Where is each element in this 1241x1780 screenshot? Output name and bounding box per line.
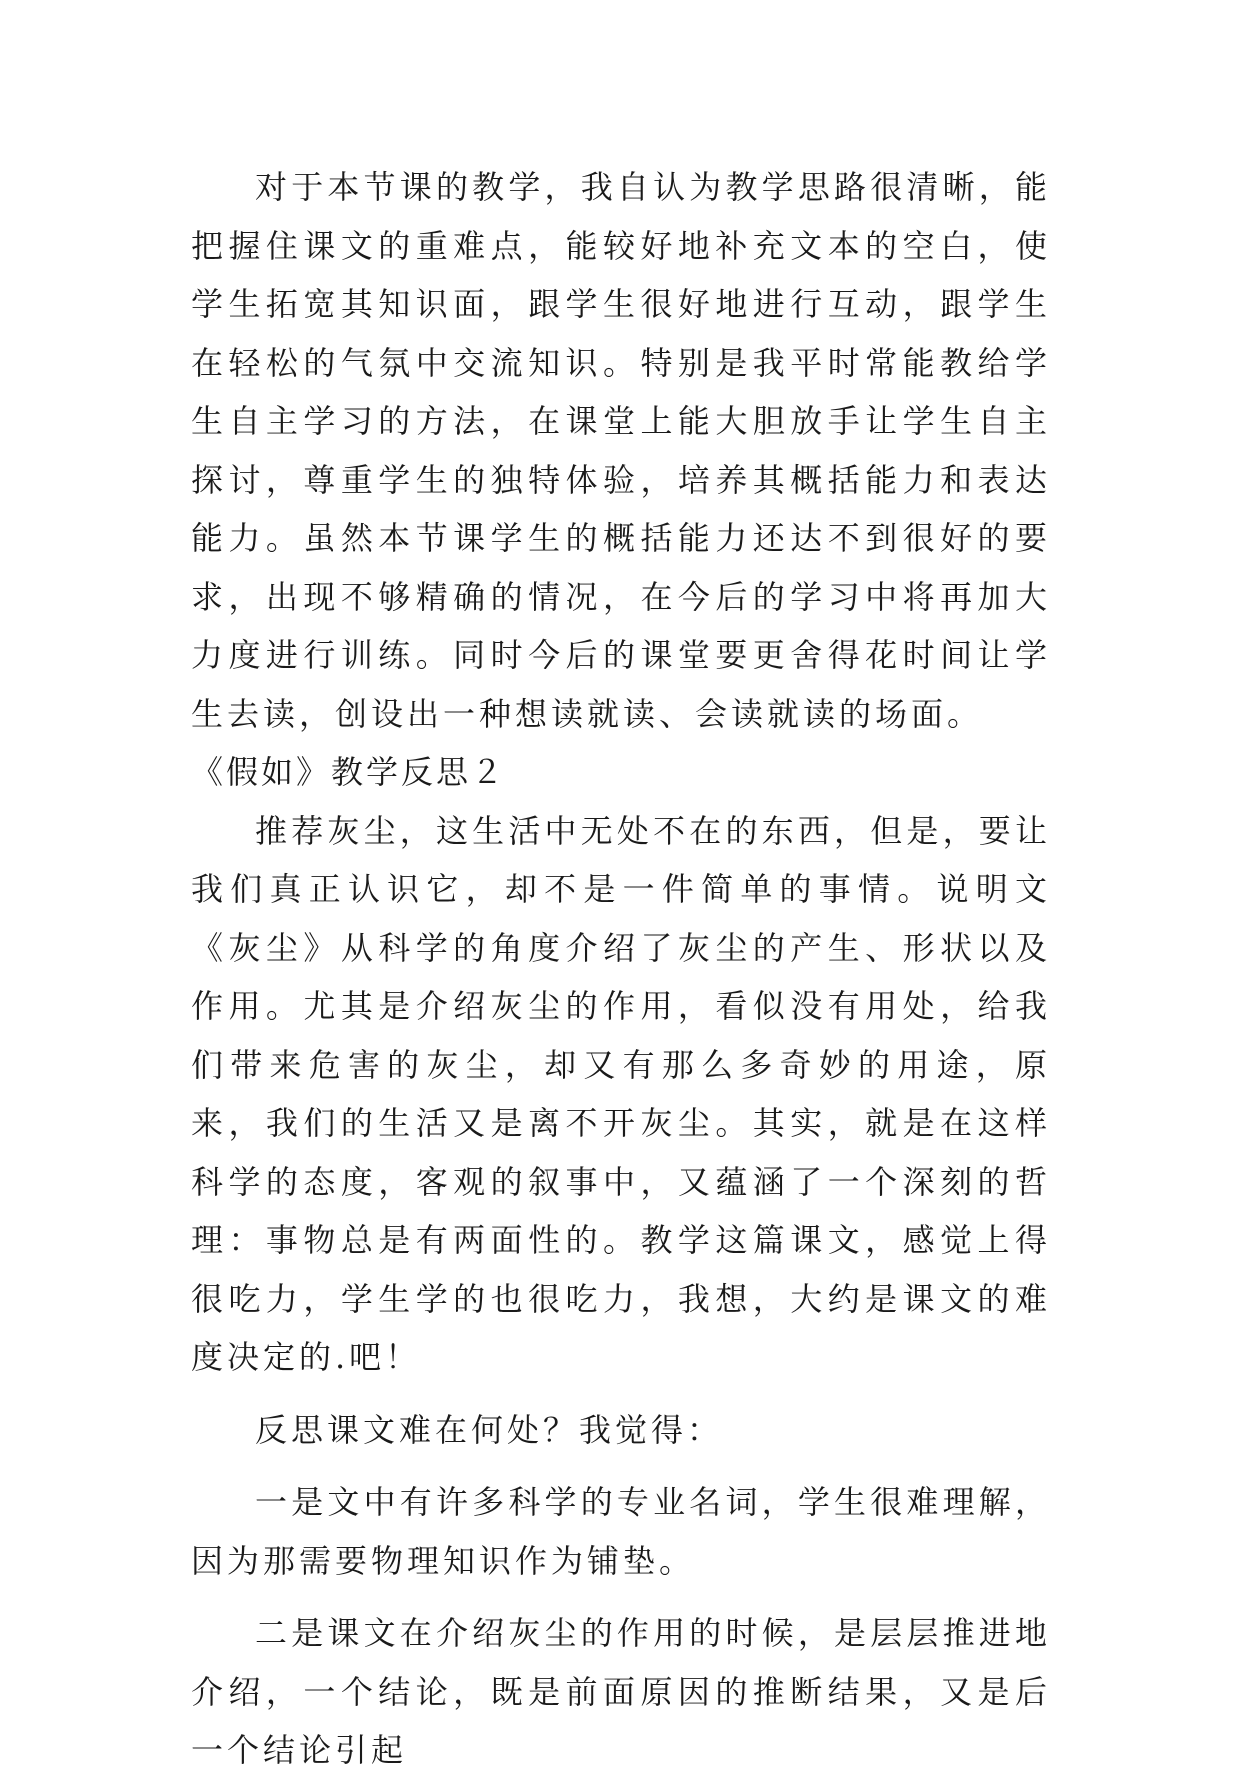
paragraph: 对于本节课的教学，我自认为教学思路很清晰，能把握住课文的重难点，能较好地补充文本的空白，使学生拓宽其知识面，跟学生很好地进行互动，跟学生在轻松的气氛中交流知识。特别是我平时常能教给学生自主学习的方法，在课堂上能大胆放手让学生自主探讨，尊重学生的独特体验，培养其概括能力和表达能力。虽然本节课学生的概括能力还达不到很好的要求，出现不够精确的情况，在今后的学习中将再加大力度进行训练。同时今后的课堂要更舍得花时间让学生去读，创设出一种想读就读、会读就读的场面。 (191, 168, 1051, 733)
document-body (191, 158, 1051, 1780)
section-heading: 《假如》教学反思２ (191, 753, 507, 791)
paragraph: 一是文中有许多科学的专业名词，学生很难理解，因为那需要物理知识作为铺垫。 (191, 1483, 1051, 1580)
paragraph: 推荐灰尘，这生活中无处不在的东西，但是，要让我们真正认识它，却不是一件简单的事情。说明文《灰尘》从科学的角度介绍了灰尘的产生、形状以及作用。尤其是介绍灰尘的作用，看似没有用处，给我们带来危害的灰尘，却又有那么多奇妙的用途，原来，我们的生活又是离不开灰尘。其实，就是在这样科学的态度，客观的叙事中，又蕴涵了一个深刻的哲理：事物总是有两面性的。教学这篇课文，感觉上得很吃力，学生学的也很吃力，我想，大约是课文的难度决定的.吧！ (191, 811, 1051, 1376)
paragraph: 反思课文难在何处？我觉得： (255, 1410, 724, 1449)
paragraph: 二是课文在介绍灰尘的作用的时候，是层层推进地介绍，一个结论，既是前面原因的推断结果，又是后一个结论引起 (191, 1614, 1051, 1769)
